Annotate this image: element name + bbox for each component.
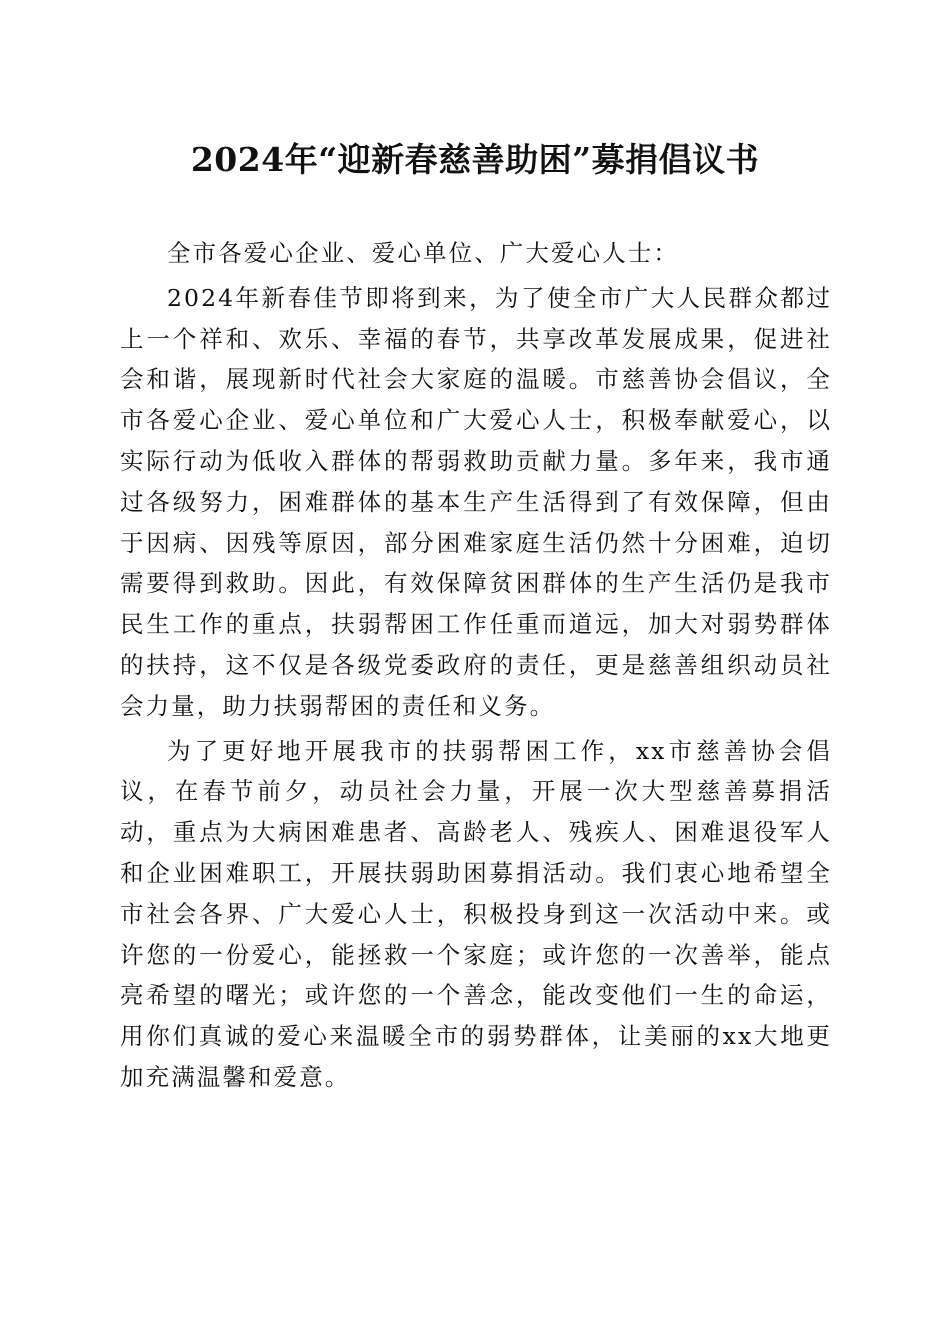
document-body: [120, 233, 832, 1098]
salutation: 全市各爱心企业、爱心单位、广大爱心人士：: [167, 239, 679, 267]
document-title: 2024年“迎新春慈善助困”募捐倡议书: [190, 140, 760, 179]
paragraph-2: 为了更好地开展我市的扶弱帮困工作，xx市慈善协会倡议，在春节前夕，动员社会力量，开展一次大型慈善募捐活动，重点为大病困难患者、高龄老人、残疾人、困难退役军人和企业困难职工，开展扶弱助困募捐活动。我们衷心地希望全市社会各界、广大爱心人士，积极投身到这一次活动中来。或许您的一份爱心，能拯救一个家庭；或许您的一次善举，能点亮希望的曙光；或许您的一个善念，能改变他们一生的命运，用你们真诚的爱心来温暖全市的弱势群体，让美丽的xx大地更加充满温馨和爱意。: [120, 736, 832, 1091]
paragraph-1: 2024年新春佳节即将到来，为了使全市广大人民群众都过上一个祥和、欢乐、幸福的春节，共享改革发展成果，促进社会和谐，展现新时代社会大家庭的温暖。市慈善协会倡议，全市各爱心企业、爱心单位和广大爱心人士，积极奉献爱心，以实际行动为低收入群体的帮弱救助贡献力量。多年来，我市通过各级努力，困难群体的基本生产生活得到了有效保障，但由于因病、因残等原因，部分困难家庭生活仍然十分困难，迫切需要得到救助。因此，有效保障贫困群体的生产生活仍是我市民生工作的重点，扶弱帮困工作任重而道远，加大对弱势群体的扶持，这不仅是各级党委政府的责任，更是慈善组织动员社会力量，助力扶弱帮困的责任和义务。: [120, 283, 832, 720]
